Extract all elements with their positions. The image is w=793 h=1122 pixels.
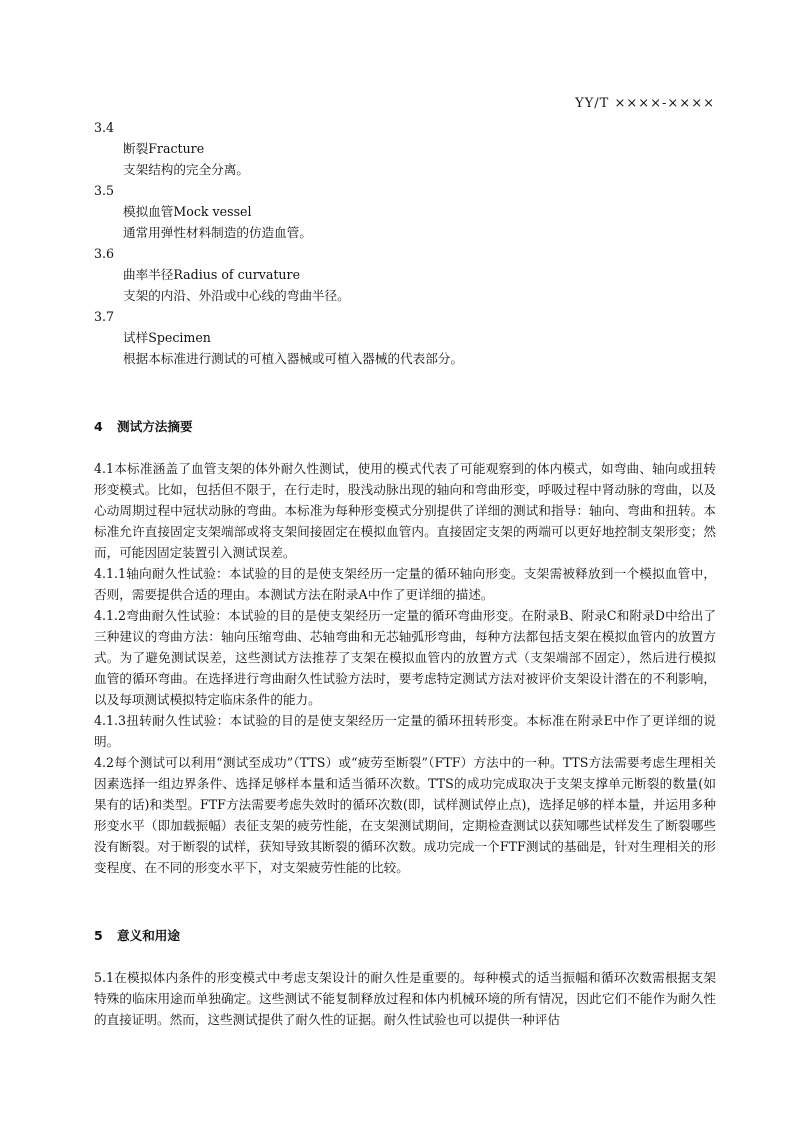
- section-number: 4: [94, 419, 103, 434]
- paragraph-4-1-1: 4.1.1轴向耐久性试验：本试验的目的是使支架经历一定量的循环轴向形变。支架需被释放到一个模拟血管中，否则，需要提供合适的理由。本测试方法在附录A中作了更详细的描述。: [94, 566, 716, 602]
- document-code-header: YY/T ××××-××××: [575, 96, 715, 111]
- term-name: 断裂Fracture: [123, 141, 205, 156]
- term-name: 曲率半径Radius of curvature: [123, 267, 301, 282]
- paragraph-5-1: 5.1在模拟体内条件的形变模式中考虑支架设计的耐久性是重要的。每种模式的适当振幅和循环次数需根据支架特殊的临床用途而单独确定。这些测试不能复制释放过程和体内机械环境的所有情况，因此它们不能作为耐久性的直接证明。然而，这些测试提供了耐久性的证据。耐久性试验也可以提供一种评估: [94, 970, 716, 1027]
- term-definition: 通常用弹性材料制造的仿造血管。: [123, 225, 312, 240]
- section-title: 意义和用途: [117, 928, 180, 943]
- term-number: 3.7: [94, 309, 115, 324]
- term-definition: 支架结构的完全分离。: [123, 162, 249, 177]
- term-name: 模拟血管Mock vessel: [123, 204, 252, 219]
- section-5-heading: [94, 925, 716, 946]
- section-number: 5: [94, 928, 103, 943]
- term-definition: 根据本标准进行测试的可植入器械或可植入器械的代表部分。: [123, 351, 464, 366]
- term-entry: [94, 117, 716, 180]
- term-number: 3.5: [94, 183, 115, 198]
- term-number: 3.4: [94, 120, 115, 135]
- paragraph-4-1-3: 4.1.3扭转耐久性试验：本试验的目的是使支架经历一定量的循环扭转形变。本标准在附录E中作了更详细的说明。: [94, 713, 716, 749]
- document-body: [94, 117, 716, 1030]
- term-number: 3.6: [94, 246, 115, 261]
- term-entry: [94, 180, 716, 243]
- paragraph-4-2: 4.2每个测试可以利用“测试至成功”（TTS）或“疲劳至断裂”（FTF）方法中的一种。TTS方法需要考虑生理相关因素选择一组边界条件、选择足够样本量和适当循环次数。TTS的成功完成取决于支架支撑单元断裂的数量(如果有的话)和类型。FTF方法需要考虑失效时的循环次数(即，试样测试停止点)，选择足够的样本量，并运用多种形变水平（即加载振幅）表征支架的疲劳性能，在支架测试期间，定期检查测试以获知哪些试样发生了断裂哪些没有断裂。对于断裂的试样，获知导致其断裂的循环次数。成功完成一个FTF测试的基础是，针对生理相关的形变程度、在不同的形变水平下，对支架疲劳性能的比较。: [94, 755, 716, 875]
- term-entry: [94, 243, 716, 306]
- term-entry: [94, 306, 716, 369]
- paragraph-4-1-2: 4.1.2弯曲耐久性试验：本试验的目的是使支架经历一定量的循环弯曲形变。在附录B、附录C和附录D中给出了三种建议的弯曲方法：轴向压缩弯曲、芯轴弯曲和无芯轴弧形弯曲，每种方法都包括支架在模拟血管内的放置方式。为了避免测试误差，这些测试方法推荐了支架在模拟血管内的放置方式（支架端部不固定），然后进行模拟血管的循环弯曲。在选择进行弯曲耐久性试验方法时，要考虑特定测试方法对被评价支架设计潜在的不利影响，以及每项测试模拟特定临床条件的能力。: [94, 608, 716, 707]
- term-definition: 支架的内沿、外沿或中心线的弯曲半径。: [123, 288, 350, 303]
- section-title: 测试方法摘要: [117, 419, 193, 434]
- section-4-heading: [94, 416, 716, 437]
- term-name: 试样Specimen: [123, 330, 211, 345]
- paragraph-4-1: 4.1本标准涵盖了血管支架的体外耐久性测试，使用的模式代表了可能观察到的体内模式，如弯曲、轴向或扭转形变模式。比如，包括但不限于，在行走时，股浅动脉出现的轴向和弯曲形变，呼吸过程中肾动脉的弯曲，以及心动周期过程中冠状动脉的弯曲。本标准为每种形变模式分别提供了详细的测试和指导：轴向、弯曲和扭转。本标准允许直接固定支架端部或将支架间接固定在模拟血管内。直接固定支架的两端可以更好地控制支架形变；然而，可能因固定装置引入测试误差。: [94, 461, 716, 560]
